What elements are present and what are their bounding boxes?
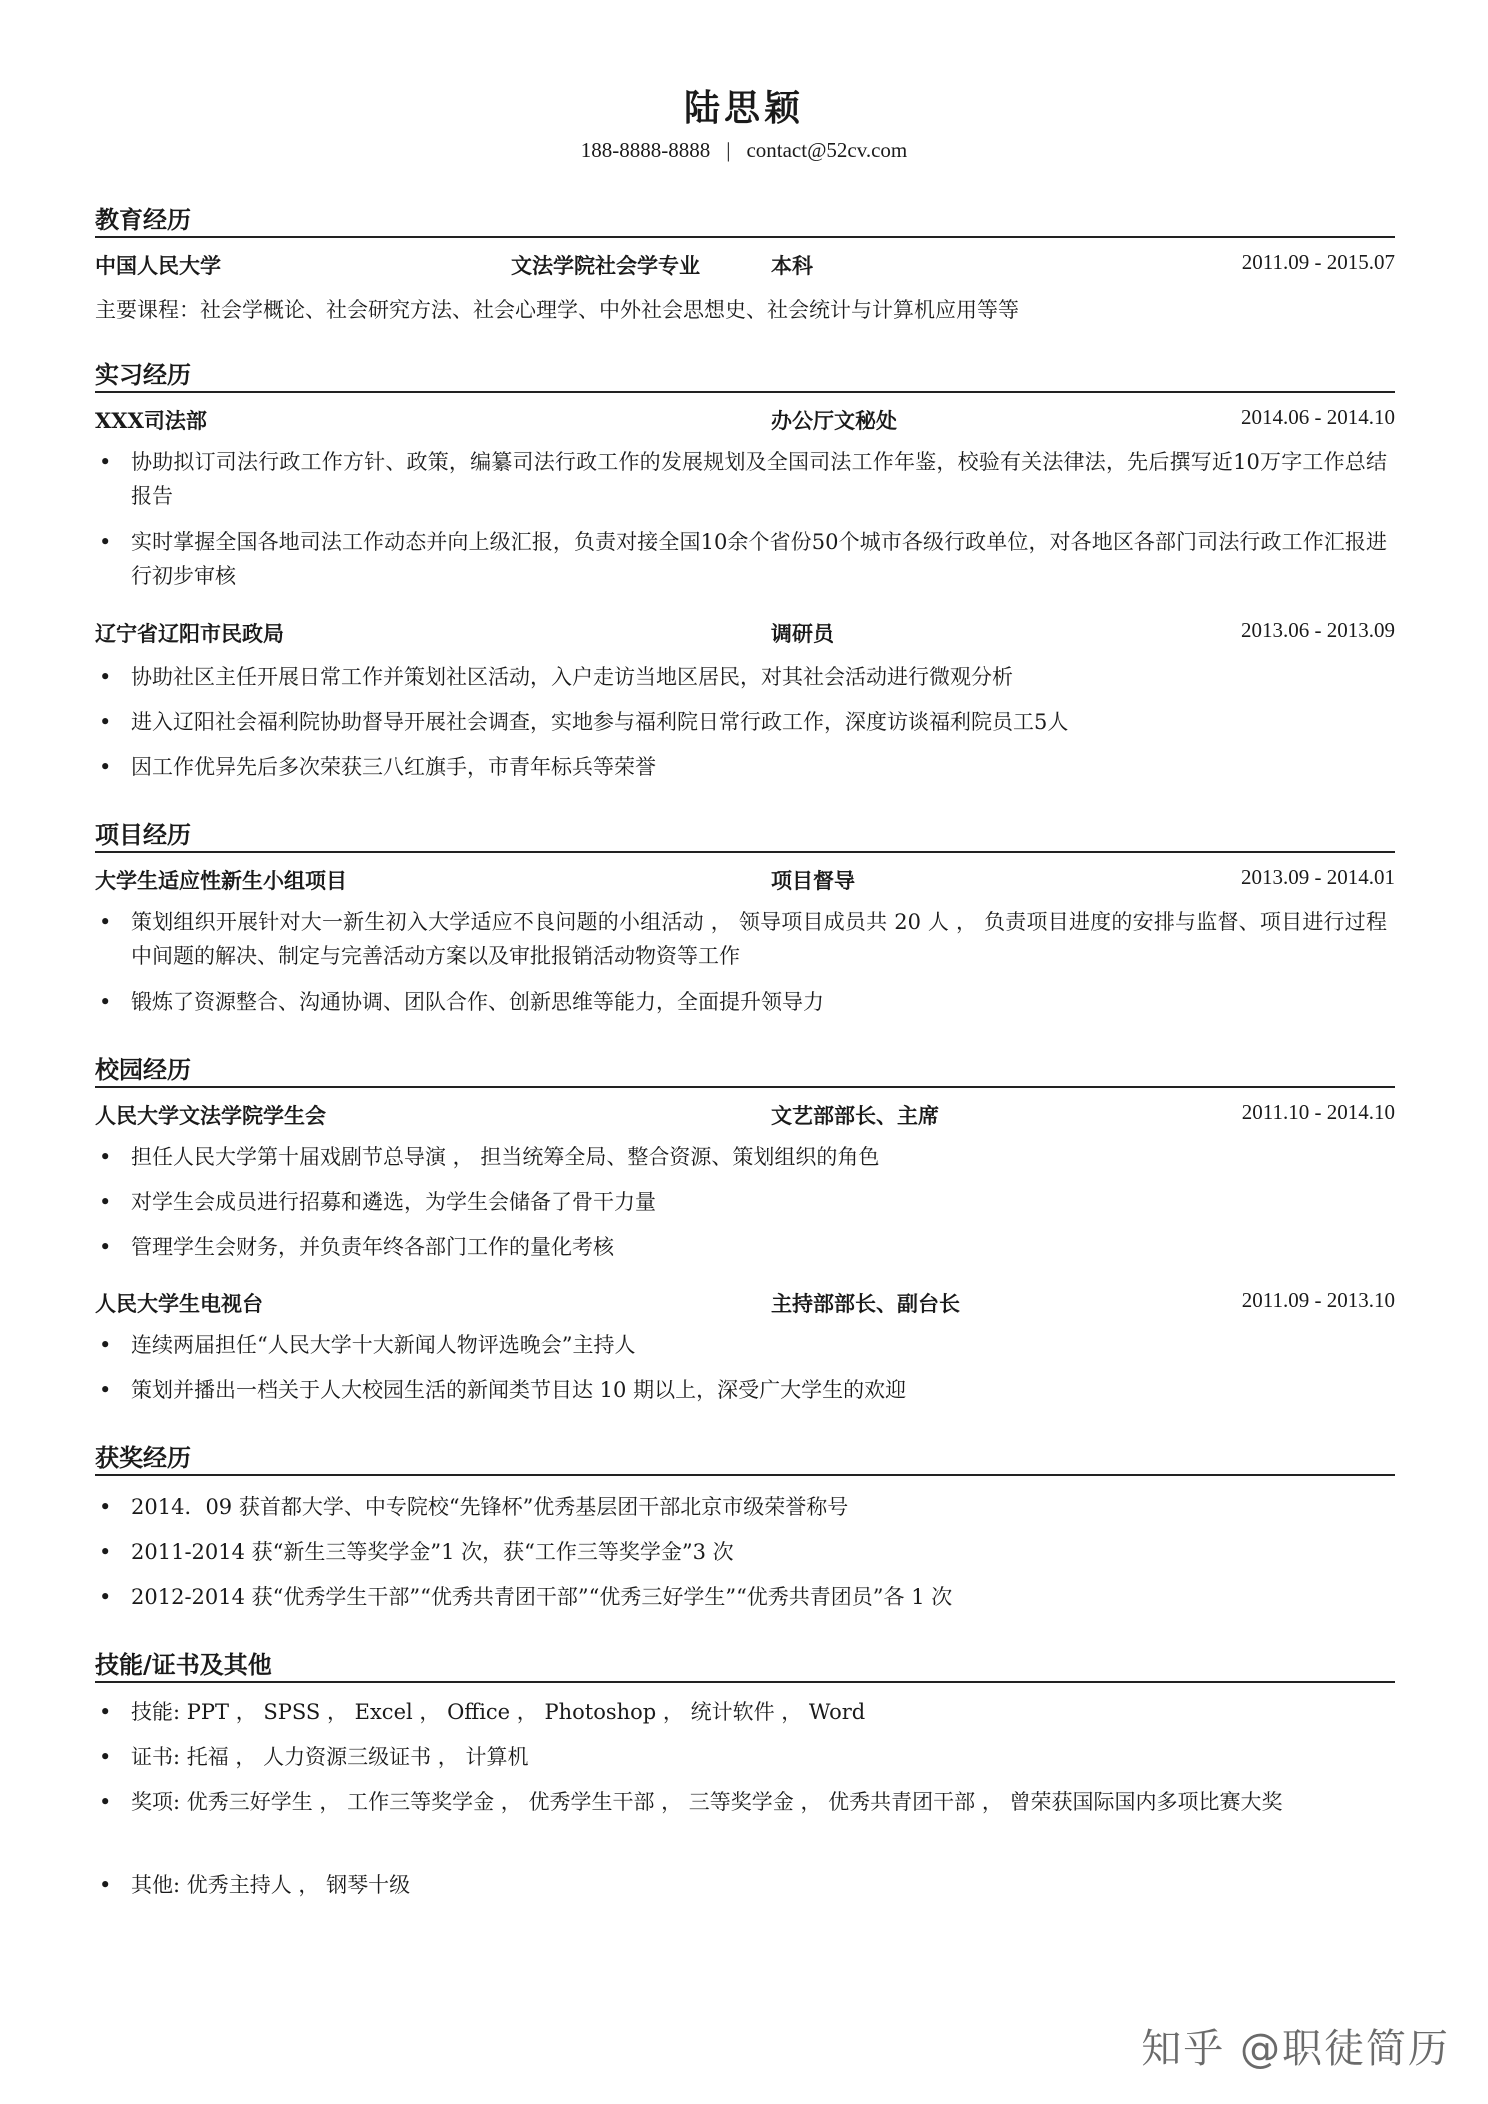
contact-separator: | <box>726 138 731 162</box>
campus-entry-header <box>95 1288 1395 1320</box>
education-entry <box>95 250 1395 282</box>
list-item-text: 2011-2014 获“新生三等奖学金”1 次，获“工作三等奖学金”3 次 <box>131 1540 734 1564</box>
project-entry-header <box>95 865 1395 897</box>
courses-line: 主要课程：社会学概论、社会研究方法、社会心理学、中外社会思想史、社会统计与计算机应用等等 <box>95 298 1019 322</box>
entry-date: 2011.10 - 2014.10 <box>1241 1100 1395 1124</box>
list-item-text: 策划并播出一档关于人大校园生活的新闻类节目达 10 期以上，深受广大学生的欢迎 <box>131 1378 907 1402</box>
entry-date: 2011.09 - 2013.10 <box>1241 1288 1395 1312</box>
bullet-icon: • <box>99 1190 112 1214</box>
bullet-icon: • <box>99 1873 112 1897</box>
list-item-text: 实时掌握全国各地司法工作动态并向上级汇报，负责对接全国10余个省份50个城市各级行政单位，对各地区各部门司法行政工作汇报进行初步审核 <box>131 530 1387 588</box>
major: 文法学院社会学专业 <box>511 253 700 278</box>
education-date: 2011.09 - 2015.07 <box>1241 250 1395 274</box>
list-item-text: 管理学生会财务，并负责年终各部门工作的量化考核 <box>131 1235 614 1259</box>
entry-date: 2013.06 - 2013.09 <box>1241 618 1395 642</box>
section-title-campus: 校园经历 <box>95 1050 1395 1088</box>
bullet-icon: • <box>99 1745 112 1769</box>
entry-role: 项目督导 <box>771 868 855 893</box>
list-item-text: 对学生会成员进行招募和遴选，为学生会储备了骨干力量 <box>131 1190 656 1214</box>
entry-role: 调研员 <box>771 621 834 646</box>
list-item-text: 策划组织开展针对大一新生初入大学适应不良问题的小组活动 ， 领导项目成员共 20 人 ， 负责项目进度的安排与监督、项目进行过程中间题的解决、制定与完善活动方案以及审批报销活动物资等工作 <box>131 910 1387 968</box>
bullet-icon: • <box>99 1700 112 1724</box>
phone-number: 188-8888-8888 <box>580 138 711 162</box>
section-title-project: 项目经历 <box>95 815 1395 853</box>
list-item-text: 因工作优异先后多次荣获三八红旗手，市青年标兵等荣誉 <box>131 755 656 779</box>
bullet-icon: • <box>99 1495 112 1519</box>
bullet-icon: • <box>99 755 112 779</box>
bullet-icon: • <box>99 1235 112 1259</box>
list-item-text: 奖项: 优秀三好学生 ， 工作三等奖学金 ， 优秀学生干部 ， 三等奖学金 ， 优秀共青团干部 ， 曾荣获国际国内多项比赛大奖 <box>131 1790 1283 1814</box>
list-item-text: 技能: PPT ， SPSS ， Excel ， Office ， Photoshop ， 统计软件 ， Word <box>131 1700 866 1724</box>
list-item-text: 证书: 托福 ， 人力资源三级证书 ， 计算机 <box>131 1745 529 1769</box>
section-title-internship: 实习经历 <box>95 355 1395 393</box>
entry-org: 人民大学生电视台 <box>95 1291 263 1316</box>
bullet-icon: • <box>99 910 112 934</box>
bullet-icon: • <box>99 1378 112 1402</box>
entry-org: 辽宁省辽阳市民政局 <box>95 621 284 646</box>
entry-role: 文艺部部长、主席 <box>771 1103 939 1128</box>
bullet-icon: • <box>99 450 112 474</box>
bullet-icon: • <box>99 1585 112 1609</box>
list-item-text: 2014．09 获首都大学、中专院校“先锋杯”优秀基层团干部北京市级荣誉称号 <box>131 1495 849 1519</box>
contact-line <box>0 138 1488 163</box>
section-title-skills: 技能/证书及其他 <box>95 1645 1395 1683</box>
list-item-text: 担任人民大学第十届戏剧节总导演 ， 担当统筹全局、整合资源、策划组织的角色 <box>131 1145 880 1169</box>
bullet-icon: • <box>99 1333 112 1357</box>
list-item-text: 其他: 优秀主持人 ， 钢琴十级 <box>131 1873 411 1897</box>
entry-date: 2013.09 - 2014.01 <box>1241 865 1395 889</box>
list-item-text: 锻炼了资源整合、沟通协调、团队合作、创新思维等能力，全面提升领导力 <box>131 990 824 1014</box>
entry-org: XXX司法部 <box>95 408 207 433</box>
bullet-icon: • <box>99 1145 112 1169</box>
list-item-text: 协助社区主任开展日常工作并策划社区活动，入户走访当地区居民，对其社会活动进行微观分析 <box>131 665 1013 689</box>
list-item-text: 协助拟订司法行政工作方针、政策，编纂司法行政工作的发展规划及全国司法工作年鉴，校验有关法律法，先后撰写近10万字工作总结报告 <box>131 450 1387 508</box>
entry-role: 主持部部长、副台长 <box>771 1291 960 1316</box>
section-title-education: 教育经历 <box>95 200 1395 238</box>
bullet-icon: • <box>99 530 112 554</box>
campus-entry-header <box>95 1100 1395 1132</box>
entry-role: 办公厅文秘处 <box>771 408 897 433</box>
bullet-icon: • <box>99 1790 112 1814</box>
internship-entry-header <box>95 405 1395 437</box>
degree: 本科 <box>771 253 813 278</box>
bullet-icon: • <box>99 990 112 1014</box>
bullet-icon: • <box>99 665 112 689</box>
list-item-text: 进入辽阳社会福利院协助督导开展社会调查，实地参与福利院日常行政工作，深度访谈福利院员工5人 <box>131 710 1069 734</box>
bullet-icon: • <box>99 710 112 734</box>
list-item-text: 连续两届担任“人民大学十大新闻人物评选晚会”主持人 <box>131 1333 636 1357</box>
school-name: 中国人民大学 <box>95 253 221 278</box>
entry-org: 人民大学文法学院学生会 <box>95 1103 326 1128</box>
section-title-awards: 获奖经历 <box>95 1438 1395 1476</box>
watermark: 知乎 @职徒简历 <box>1141 2026 1450 2072</box>
list-item-text: 2012-2014 获“优秀学生干部”“优秀共青团干部”“优秀三好学生”“优秀共青团员”各 1 次 <box>131 1585 953 1609</box>
bullet-icon: • <box>99 1540 112 1564</box>
candidate-name: 陆思颖 <box>683 87 804 129</box>
email-address: contact@52cv.com <box>746 138 908 162</box>
entry-org: 大学生适应性新生小组项目 <box>95 868 347 893</box>
internship-entry-header <box>95 618 1395 650</box>
entry-date: 2014.06 - 2014.10 <box>1241 405 1395 429</box>
